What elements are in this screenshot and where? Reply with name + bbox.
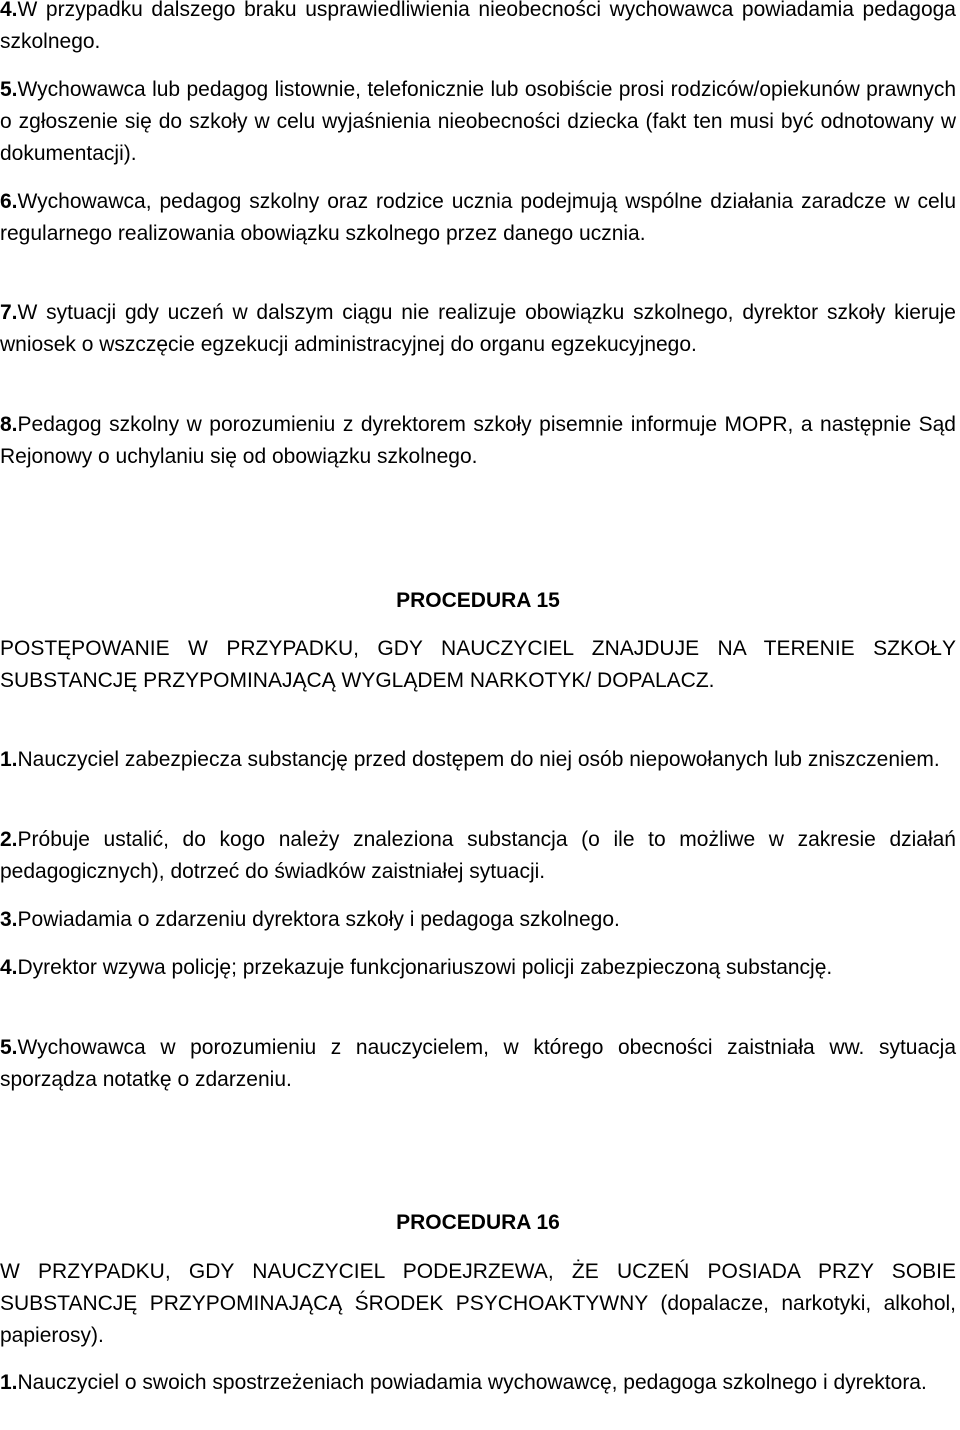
list-item-5 (0, 74, 956, 170)
list-item-4 (0, 0, 956, 58)
list-item-8 (0, 409, 956, 473)
item-text: Nauczyciel o swoich spostrzeżeniach powiadamia wychowawcę, pedagoga szkolnego i dyrektora. (17, 1371, 927, 1394)
item-text: Dyrektor wzywa policję; przekazuje funkcjonariuszowi policji zabezpieczoną substancję. (17, 956, 833, 979)
item-text: Wychowawca, pedagog szkolny oraz rodzice ucznia podejmują wspólne działania zaradcze w celu regularnego realizowania obowiązku szkolnego przez danego ucznia. (0, 190, 956, 245)
item-number: 6. (0, 190, 18, 213)
item-number: 1. (0, 1371, 18, 1394)
item-text: W sytuacji gdy uczeń w dalszym ciągu nie realizuje obowiązku szkolnego, dyrektor szkoły kieruje wniosek o wszczęcie egzekucji administracyjnej do organu egzekucyjnego. (0, 301, 956, 356)
list-item-6 (0, 186, 956, 250)
p15-item-1 (0, 744, 956, 776)
item-text: Nauczyciel zabezpiecza substancję przed dostępem do niej osób niepowołanych lub zniszczeniem. (17, 748, 940, 771)
item-number: 8. (0, 413, 18, 436)
p15-item-5 (0, 1032, 956, 1096)
p15-item-2 (0, 824, 956, 888)
item-text: Powiadamia o zdarzeniu dyrektora szkoły i pedagoga szkolnego. (17, 908, 620, 931)
item-text: Wychowawca lub pedagog listownie, telefonicznie lub osobiście prosi rodziców/opiekunów prawnych o zgłoszenie się do szkoły w celu wyjaśnienia nieobecności dziecka (fakt ten musi być odnotowany w dokumentacji). (0, 78, 956, 165)
item-number: 5. (0, 78, 18, 101)
p15-item-4 (0, 952, 956, 984)
item-number: 1. (0, 748, 18, 771)
procedure-16-title: W PRZYPADKU, GDY NAUCZYCIEL PODEJRZEWA, ŻE UCZEŃ POSIADA PRZY SOBIE SUBSTANCJĘ PRZYPOMINAJĄCĄ ŚRODEK PSYCHOAKTYWNY (dopalacze, narkotyki, alkohol, papierosy). (0, 1260, 956, 1347)
item-text: Pedagog szkolny w porozumieniu z dyrektorem szkoły pisemnie informuje MOPR, a następnie Sąd Rejonowy o uchylaniu się od obowiązku szkolnego. (0, 413, 956, 468)
procedure-16-heading: PROCEDURA 16 (396, 1211, 560, 1234)
procedure-15-title: POSTĘPOWANIE W PRZYPADKU, GDY NAUCZYCIEL ZNAJDUJE NA TERENIE SZKOŁY SUBSTANCJĘ PRZYPOMINAJĄCĄ WYGLĄDEM NARKOTYK/ DOPALACZ. (0, 637, 956, 692)
item-text: Wychowawca w porozumieniu z nauczycielem, w którego obecności zaistniała ww. sytuacja sporządza notatkę o zdarzeniu. (0, 1036, 956, 1091)
item-text: Próbuje ustalić, do kogo należy znaleziona substancja (o ile to możliwe w zakresie działań pedagogicznych), dotrzeć do świadków zaistniałej sytuacji. (0, 828, 956, 883)
item-number: 2. (0, 828, 18, 851)
procedure-15-heading: PROCEDURA 15 (396, 589, 560, 612)
p15-item-3 (0, 904, 956, 936)
item-number: 7. (0, 301, 18, 324)
item-number: 5. (0, 1036, 18, 1059)
item-number: 4. (0, 0, 18, 21)
item-text: W przypadku dalszego braku usprawiedliwienia nieobecności wychowawca powiadamia pedagoga szkolnego. (0, 0, 956, 53)
item-number: 4. (0, 956, 18, 979)
list-item-7 (0, 297, 956, 361)
item-number: 3. (0, 908, 18, 931)
p16-item-1 (0, 1367, 956, 1399)
